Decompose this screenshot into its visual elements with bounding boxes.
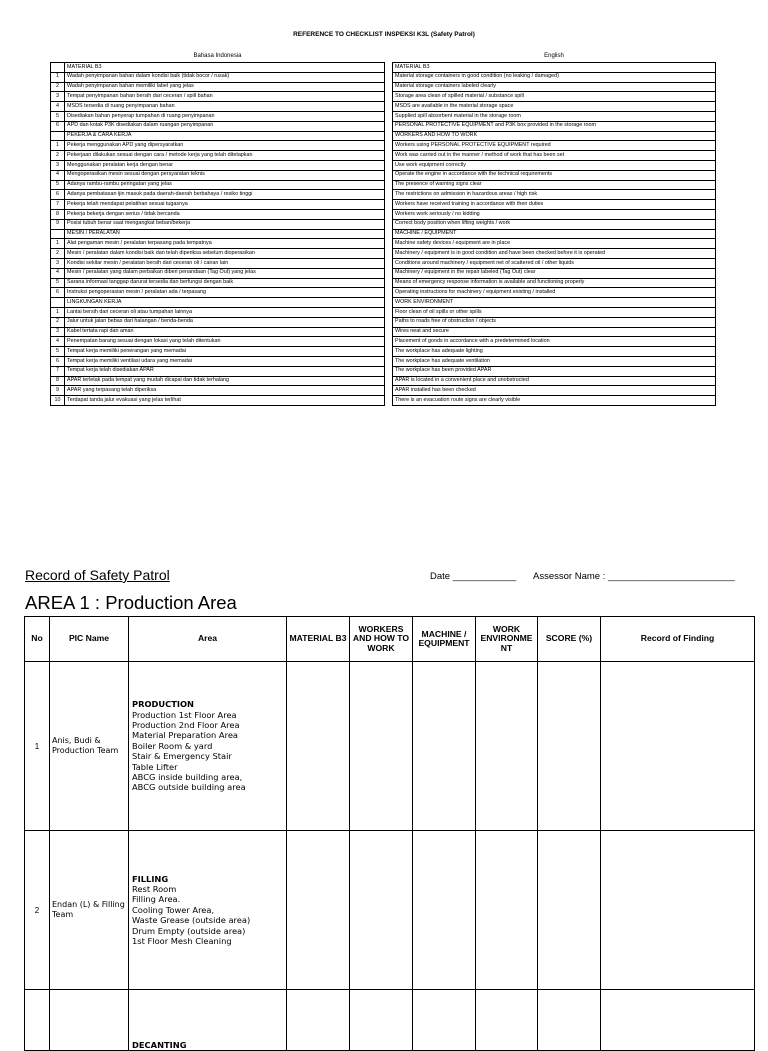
- checklist-row: [51, 268, 385, 278]
- checklist-number: 4: [51, 170, 65, 180]
- pic-name: Anis, Budi & Production Team: [50, 662, 129, 831]
- checklist-item-text: APD dan kotak P3K disediakan dalam ruangan penyimpanan: [65, 121, 385, 131]
- cell-machine[interactable]: [413, 831, 476, 990]
- checklist-number: 2: [51, 249, 65, 259]
- checklist-row: [51, 151, 385, 161]
- cell-work-environment[interactable]: [476, 990, 538, 1051]
- checklist-number: [51, 63, 65, 73]
- english-checklist-table: [392, 62, 716, 406]
- checklist-row: [51, 239, 385, 249]
- checklist-number: 5: [51, 111, 65, 121]
- area-items: Production 1st Floor Area Production 2nd Floor Area Material Preparation Area Boiler Room & yard Stair & Emergency Stair Table Lifter ABCG inside building area, ABCG outside building area: [132, 709, 246, 793]
- checklist-number: 6: [51, 190, 65, 200]
- cell-score[interactable]: [538, 662, 601, 831]
- checklist-row: [51, 141, 385, 151]
- checklist-row: [51, 317, 385, 327]
- checklist-row: [393, 180, 716, 190]
- checklist-row: [393, 121, 716, 131]
- checklist-row: [393, 337, 716, 347]
- checklist-row: [393, 170, 716, 180]
- checklist-row: [51, 327, 385, 337]
- checklist-item-text: Material storage containers in good condition (no leaking / damaged): [393, 72, 716, 82]
- checklist-item-text: Workers work seriously / no kidding: [393, 209, 716, 219]
- checklist-item-text: Alat pengaman mesin / peralatan terpasang pada tempatnya: [65, 239, 385, 249]
- checklist-row: [393, 209, 716, 219]
- checklist-number: 1: [51, 72, 65, 82]
- checklist-row: [51, 102, 385, 112]
- checklist-number: [51, 131, 65, 141]
- cell-workers[interactable]: [350, 990, 413, 1051]
- checklist-row: [51, 72, 385, 82]
- checklist-number: 10: [51, 396, 65, 406]
- cell-score[interactable]: [538, 990, 601, 1051]
- checklist-item-text: There is an evacuation route signs are clearly visible: [393, 396, 716, 406]
- checklist-section-title: MACHINE / EQUIPMENT: [393, 229, 716, 239]
- checklist-section-title: MATERIAL B3: [393, 63, 716, 73]
- checklist-number: 3: [51, 258, 65, 268]
- pic-name: Endan (L) & Filling Team: [50, 831, 129, 990]
- checklist-item-text: Correct body position when lifting weights / work: [393, 219, 716, 229]
- checklist-row: [51, 376, 385, 386]
- checklist-section-row: [51, 63, 385, 73]
- checklist-item-text: Supplied spill absorbent material in the storage room: [393, 111, 716, 121]
- date-field: Date ____________: [430, 571, 517, 582]
- cell-material-b3[interactable]: [287, 831, 350, 990]
- checklist-item-text: Mesin / peralatan yang dalam perbaikan diberi penandaan (Tag Out) yang jelas: [65, 268, 385, 278]
- header-record-of-finding: Record of Finding: [601, 617, 755, 662]
- checklist-number: 8: [51, 209, 65, 219]
- checklist-item-text: Floor clean of oil spills or other spills: [393, 307, 716, 317]
- checklist-number: 5: [51, 180, 65, 190]
- checklist-row: [51, 337, 385, 347]
- cell-machine[interactable]: [413, 990, 476, 1051]
- checklist-item-text: Use work equipment correctly: [393, 160, 716, 170]
- checklist-number: 6: [51, 356, 65, 366]
- checklist-row: [51, 180, 385, 190]
- cell-workers[interactable]: [350, 662, 413, 831]
- header-material-b3: MATERIAL B3: [287, 617, 350, 662]
- checklist-section-title: WORKERS AND HOW TO WORK: [393, 131, 716, 141]
- checklist-row: [393, 356, 716, 366]
- checklist-row: [51, 209, 385, 219]
- checklist-item-text: Machine safety devices / equipment are in place: [393, 239, 716, 249]
- checklist-row: [51, 288, 385, 298]
- record-row: [25, 662, 755, 831]
- checklist-item-text: APAR terletak pada tempat yang mudah dicapai dan tidak terhalang: [65, 376, 385, 386]
- checklist-item-text: APAR installed has been checked: [393, 386, 716, 396]
- checklist-item-text: Wadah penyimpanan bahan dalam kondisi baik (tidak bocor / rusak): [65, 72, 385, 82]
- checklist-row: [393, 396, 716, 406]
- checklist-row: [393, 268, 716, 278]
- cell-work-environment[interactable]: [476, 831, 538, 990]
- checklist-row: [51, 249, 385, 259]
- cell-material-b3[interactable]: [287, 662, 350, 831]
- checklist-number: 2: [51, 82, 65, 92]
- area-description: [129, 831, 287, 990]
- header-area: Area: [129, 617, 287, 662]
- header-score: SCORE (%): [538, 617, 601, 662]
- checklist-row: [51, 200, 385, 210]
- checklist-number: 4: [51, 337, 65, 347]
- checklist-number: 4: [51, 102, 65, 112]
- checklist-item-text: Pekerja bekerja dengan serius / tidak bercanda: [65, 209, 385, 219]
- checklist-item-text: Tempat kerja memiliki penerangan yang memadai: [65, 347, 385, 357]
- cell-score[interactable]: [538, 831, 601, 990]
- checklist-row: [51, 386, 385, 396]
- checklist-section-row: [393, 63, 716, 73]
- header-no: No: [25, 617, 50, 662]
- checklist-row: [393, 249, 716, 259]
- record-row: [25, 831, 755, 990]
- row-number: 2: [25, 831, 50, 990]
- checklist-row: [393, 347, 716, 357]
- checklist-row: [393, 366, 716, 376]
- cell-workers[interactable]: [350, 831, 413, 990]
- checklist-item-text: Tempat kerja telah disediakan APAR: [65, 366, 385, 376]
- checklist-row: [393, 376, 716, 386]
- checklist-item-text: Wires neat and secure: [393, 327, 716, 337]
- checklist-item-text: Disediakan bahan penyerap tumpahan di ruang penyimpanan: [65, 111, 385, 121]
- safety-patrol-record-table: [24, 616, 755, 1051]
- record-title: Record of Safety Patrol: [25, 567, 170, 583]
- checklist-item-text: Sarana informasi tanggap darurat tersedia dan berfungsi dengan baik: [65, 278, 385, 288]
- checklist-item-text: Adanya rambu-rambu peringatan yang jelas: [65, 180, 385, 190]
- header-machine: MACHINE / EQUIPMENT: [413, 617, 476, 662]
- checklist-item-text: Adanya pembatasan ijin masuk pada daerah-daerah berbahaya / resiko tinggi: [65, 190, 385, 200]
- checklist-item-text: Workers have received training in accordance with their duties: [393, 200, 716, 210]
- checklist-row: [51, 121, 385, 131]
- checklist-item-text: MSDS are available in the material storage space: [393, 102, 716, 112]
- checklist-section-row: [51, 131, 385, 141]
- checklist-item-text: Paths to roads free of obstruction / objects: [393, 317, 716, 327]
- checklist-row: [393, 278, 716, 288]
- checklist-number: 3: [51, 92, 65, 102]
- area-title: AREA 1 : Production Area: [25, 592, 237, 613]
- english-column-heading: English: [544, 53, 564, 59]
- checklist-number: 2: [51, 317, 65, 327]
- checklist-item-text: Means of emergency response information is available and functioning properly: [393, 278, 716, 288]
- document-title: REFERENCE TO CHECKLIST INSPEKSI K3L (Safety Patrol): [293, 31, 475, 38]
- checklist-section-title: MATERIAL B3: [65, 63, 385, 73]
- row-number: 1: [25, 662, 50, 831]
- checklist-number: [51, 229, 65, 239]
- checklist-item-text: The workplace has adequate ventilation: [393, 356, 716, 366]
- checklist-section-title: LINGKUNGAN KERJA: [65, 298, 385, 308]
- checklist-number: 7: [51, 366, 65, 376]
- checklist-item-text: The restrictions on admission in hazardous areas / high risk: [393, 190, 716, 200]
- cell-record-of-finding[interactable]: [601, 662, 755, 831]
- header-workers: WORKERS AND HOW TO WORK: [350, 617, 413, 662]
- area-description: [129, 662, 287, 831]
- checklist-row: [393, 151, 716, 161]
- checklist-row: [393, 72, 716, 82]
- checklist-row: [393, 200, 716, 210]
- checklist-number: 8: [51, 376, 65, 386]
- checklist-item-text: Machinery / equipment is in good condition and have been checked before it is operated: [393, 249, 716, 259]
- indonesian-column-heading: Bahasa Indonesia: [193, 53, 242, 59]
- checklist-row: [51, 356, 385, 366]
- checklist-item-text: The workplace has been provided APAR: [393, 366, 716, 376]
- assessor-name-field: Assessor Name : ________________________: [533, 571, 735, 582]
- cell-machine[interactable]: [413, 662, 476, 831]
- checklist-row: [51, 111, 385, 121]
- checklist-item-text: Pekerja telah mendapat pelatihan sesuai tugasnya: [65, 200, 385, 210]
- checklist-item-text: Menggunakan peralatan kerja dengan benar: [65, 160, 385, 170]
- cell-record-of-finding[interactable]: [601, 831, 755, 990]
- area-items: Rest Room Filling Area. Cooling Tower Area, Waste Grease (outside area) Drum Empty (outside area) 1st Floor Mesh Cleaning: [132, 884, 251, 946]
- checklist-row: [393, 219, 716, 229]
- checklist-number: 3: [51, 327, 65, 337]
- checklist-section-title: PEKERJA & CARA KERJA: [65, 131, 385, 141]
- checklist-number: 6: [51, 288, 65, 298]
- checklist-item-text: Mengoperasikan mesin sesuai dengan persyaratan teknis: [65, 170, 385, 180]
- checklist-item-text: Conditions around machinery / equipment net of scattered oil / other liquids: [393, 258, 716, 268]
- area-description: [129, 990, 287, 1051]
- checklist-item-text: APAR yang terpasang telah diperiksa: [65, 386, 385, 396]
- checklist-row: [393, 317, 716, 327]
- checklist-row: [393, 160, 716, 170]
- header-pic-name: PIC Name: [50, 617, 129, 662]
- checklist-item-text: Workers using PERSONAL PROTECTIVE EQUIPMENT required: [393, 141, 716, 151]
- checklist-number: 1: [51, 141, 65, 151]
- checklist-item-text: Placement of goods in accordance with a predetermined location: [393, 337, 716, 347]
- checklist-item-text: Kabel tertata rapi dan aman: [65, 327, 385, 337]
- checklist-row: [393, 307, 716, 317]
- checklist-row: [393, 82, 716, 92]
- checklist-item-text: Jalur untuk jalan bebas dari halangan / benda-benda: [65, 317, 385, 327]
- checklist-item-text: Pekerjaan dilakukan sesuai dengan cara / metode kerja yang telah ditetapkan: [65, 151, 385, 161]
- checklist-item-text: Tempat kerja memiliki ventilasi udara yang memadai: [65, 356, 385, 366]
- checklist-item-text: Work was carried out in the manner / method of work that has been set: [393, 151, 716, 161]
- checklist-item-text: APAR is located in a convenient place and unobstructed: [393, 376, 716, 386]
- checklist-item-text: Storage area clean of spilled material / substance spill: [393, 92, 716, 102]
- checklist-row: [51, 219, 385, 229]
- checklist-number: 2: [51, 151, 65, 161]
- checklist-row: [393, 288, 716, 298]
- checklist-row: [393, 190, 716, 200]
- checklist-row: [51, 347, 385, 357]
- checklist-number: 3: [51, 160, 65, 170]
- checklist-item-text: The presence of warning signs clear: [393, 180, 716, 190]
- checklist-row: [51, 258, 385, 268]
- checklist-row: [393, 102, 716, 112]
- checklist-section-row: [393, 131, 716, 141]
- checklist-item-text: Material storage containers labeled clearly: [393, 82, 716, 92]
- checklist-item-text: Tempat penyimpanan bahan bersih dari ceceran / spill bahan: [65, 92, 385, 102]
- pic-name: [50, 990, 129, 1051]
- checklist-row: [393, 258, 716, 268]
- checklist-item-text: Machinery / equipment in the repair labeled (Tag Out) clear: [393, 268, 716, 278]
- cell-record-of-finding[interactable]: [601, 990, 755, 1051]
- checklist-row: [51, 92, 385, 102]
- checklist-section-row: [51, 298, 385, 308]
- checklist-row: [393, 111, 716, 121]
- checklist-item-text: Lantai bersih dari ceceran oli atau tumpahan lainnya: [65, 307, 385, 317]
- area-heading: PRODUCTION: [132, 699, 194, 710]
- area-heading: FILLING: [132, 873, 169, 884]
- cell-work-environment[interactable]: [476, 662, 538, 831]
- checklist-number: 5: [51, 347, 65, 357]
- checklist-item-text: Penempatan barang sesuai dengan lokasi yang telah ditentukan: [65, 337, 385, 347]
- checklist-section-row: [393, 229, 716, 239]
- checklist-item-text: Posisi tubuh benar saat mengangkat beban/bekerja: [65, 219, 385, 229]
- checklist-section-row: [393, 298, 716, 308]
- checklist-section-row: [51, 229, 385, 239]
- checklist-row: [51, 190, 385, 200]
- checklist-row: [51, 160, 385, 170]
- checklist-row: [51, 366, 385, 376]
- checklist-item-text: Kondisi sekitar mesin / peralatan bersih dari ceceran oli / cairan lain: [65, 258, 385, 268]
- checklist-item-text: Wadah penyimpanan bahan memiliki label yang jelas: [65, 82, 385, 92]
- checklist-number: 1: [51, 239, 65, 249]
- checklist-number: [51, 298, 65, 308]
- row-number: [25, 990, 50, 1051]
- indonesian-checklist-table: [50, 62, 385, 406]
- checklist-number: 9: [51, 219, 65, 229]
- checklist-item-text: Mesin / peralatan dalam kondisi baik dan telah diperiksa sebelum dioperasikan: [65, 249, 385, 259]
- record-row: [25, 990, 755, 1051]
- checklist-item-text: Operate the engine in accordance with the technical requirements: [393, 170, 716, 180]
- checklist-item-text: MSDS tersedia di ruang penyimpanan bahan: [65, 102, 385, 112]
- checklist-row: [393, 141, 716, 151]
- checklist-section-title: WORK ENVIRONMENT: [393, 298, 716, 308]
- checklist-number: 7: [51, 200, 65, 210]
- checklist-number: 6: [51, 121, 65, 131]
- checklist-item-text: Instruksi pengoperasian mesin / peralatan ada / terpasang: [65, 288, 385, 298]
- record-header-row: [25, 617, 755, 662]
- checklist-row: [51, 307, 385, 317]
- checklist-section-title: MESIN / PERALATAN: [65, 229, 385, 239]
- checklist-row: [393, 386, 716, 396]
- cell-material-b3[interactable]: [287, 990, 350, 1051]
- header-work-environment: WORK ENVIRONME NT: [476, 617, 538, 662]
- checklist-number: 5: [51, 278, 65, 288]
- checklist-row: [51, 396, 385, 406]
- checklist-row: [51, 278, 385, 288]
- checklist-number: 9: [51, 386, 65, 396]
- checklist-item-text: Terdapat tanda jalur evakuasi yang jelas terlihat: [65, 396, 385, 406]
- area-heading: DECANTING: [132, 1039, 187, 1050]
- checklist-row: [393, 239, 716, 249]
- checklist-row: [51, 82, 385, 92]
- checklist-item-text: The workplace has adequate lighting: [393, 347, 716, 357]
- checklist-row: [393, 327, 716, 337]
- checklist-number: 1: [51, 307, 65, 317]
- checklist-row: [393, 92, 716, 102]
- checklist-row: [51, 170, 385, 180]
- checklist-number: 4: [51, 268, 65, 278]
- checklist-item-text: Pekerja menggunakan APD yang dipersyaratkan: [65, 141, 385, 151]
- checklist-item-text: Operating instructions for machinery / equipment existing / installed: [393, 288, 716, 298]
- checklist-item-text: PERSONAL PROTECTIVE EQUIPMENT and P3K box provided in the storage room: [393, 121, 716, 131]
